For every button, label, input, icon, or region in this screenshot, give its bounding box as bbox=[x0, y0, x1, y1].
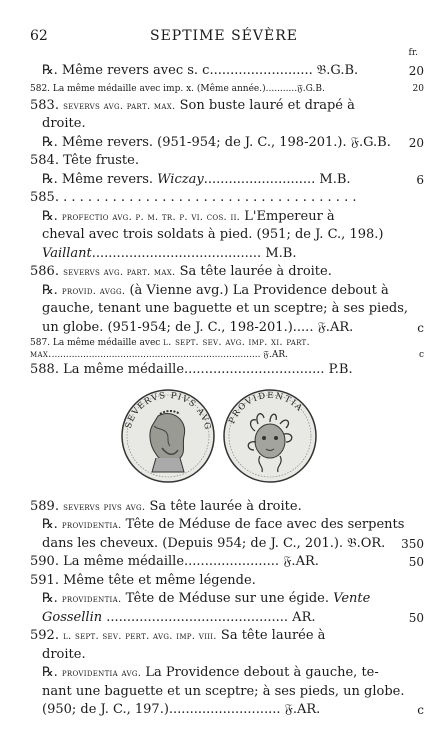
catalogue-line bbox=[30, 590, 422, 609]
text-run: ℞. bbox=[42, 665, 62, 680]
text-run: 586. bbox=[30, 264, 64, 279]
line-text bbox=[42, 300, 408, 319]
catalogue-line bbox=[30, 701, 422, 720]
column-unit-label: fr. bbox=[408, 48, 418, 58]
catalogue-line bbox=[30, 319, 422, 338]
coin-legend-text: max. bbox=[30, 349, 52, 360]
coin-plate bbox=[30, 380, 422, 498]
line-text bbox=[42, 171, 351, 190]
text-run: ........................... M.B. bbox=[203, 171, 351, 187]
text-run: ℞. Même revers avec s. c......................... 𝔅.G.B. bbox=[42, 63, 359, 78]
coin-legend-text: l. sept. sev. pert. avg. imp. viii. bbox=[63, 631, 217, 642]
text-run: 587. La même médaille avec bbox=[30, 338, 164, 348]
catalogue-line bbox=[30, 226, 422, 245]
catalogue-line bbox=[30, 498, 422, 517]
catalogue-line bbox=[30, 62, 422, 81]
text-run: Sa tête laurée à droite. bbox=[175, 264, 332, 279]
text-run: Tête de Méduse sur une égide. bbox=[121, 591, 334, 606]
price-value: 20 bbox=[408, 64, 424, 78]
line-text bbox=[30, 337, 310, 349]
text-run: ......................................... M.B. bbox=[91, 245, 297, 261]
text-run: ℞. bbox=[42, 208, 62, 224]
line-text bbox=[42, 646, 86, 665]
text-run: 589. bbox=[30, 498, 64, 514]
line-text bbox=[42, 319, 353, 338]
price-value: c bbox=[417, 320, 424, 335]
text-run: ℞. Même revers. bbox=[42, 171, 158, 187]
coin-legend-text: providentia avg. bbox=[61, 668, 142, 679]
entries-before-plate bbox=[30, 62, 422, 380]
catalogue-line bbox=[30, 349, 422, 361]
catalogue-line bbox=[30, 208, 422, 227]
text-run: 582. La même médaille avec imp. x. (Même année.)...........𝔉.G.B. bbox=[30, 83, 325, 94]
text-run: gauche, tenant une baguette et un sceptre; à ses pieds, bbox=[42, 301, 409, 316]
line-text bbox=[30, 263, 332, 283]
line-text bbox=[30, 81, 325, 97]
text-run: droite. bbox=[42, 646, 86, 662]
text-run: L'Empereur à bbox=[240, 208, 335, 224]
price-value: c bbox=[418, 350, 424, 360]
text-run: ℞. bbox=[42, 591, 62, 606]
line-text bbox=[42, 683, 405, 702]
line-text bbox=[30, 553, 319, 572]
catalogue-line bbox=[30, 245, 422, 264]
italic-source-text: Vaillant bbox=[42, 245, 92, 261]
catalogue-line bbox=[30, 361, 422, 380]
catalogue-line bbox=[30, 152, 422, 171]
text-run: 591. Même tête et même légende. bbox=[30, 572, 256, 588]
catalogue-line bbox=[30, 572, 422, 591]
catalogue-line bbox=[30, 134, 422, 153]
coin-legend-text: l. sept. sev. avg. imp. xi. part. bbox=[163, 337, 310, 348]
text-run: ℞. bbox=[42, 282, 62, 298]
text-run: 590. La même médaille....................... 𝔉.AR. bbox=[30, 554, 319, 569]
text-run: 583. bbox=[30, 97, 64, 113]
line-text bbox=[30, 349, 288, 361]
line-text bbox=[30, 627, 325, 647]
text-run: 592. bbox=[30, 628, 64, 643]
line-text bbox=[42, 115, 86, 134]
reverse-legend: PROVIDENTIA bbox=[227, 390, 305, 425]
text-run: (950; de J. C., 197.)........................... 𝔉.AR. bbox=[42, 702, 321, 717]
reverse-coin-image bbox=[220, 386, 320, 486]
line-text bbox=[42, 134, 391, 153]
line-text bbox=[30, 572, 256, 591]
catalogue-line bbox=[30, 282, 422, 301]
line-text bbox=[42, 282, 389, 302]
text-run: ℞. bbox=[42, 517, 62, 532]
coin-legend-text: severvs pivs avg. bbox=[63, 501, 146, 513]
catalogue-line bbox=[30, 535, 422, 554]
line-text bbox=[42, 590, 370, 610]
coin-legend-text: profectio avg. p. m. tr. p. vi. cos. ii. bbox=[61, 211, 241, 223]
line-text bbox=[42, 701, 320, 720]
text-run: La Providence debout à gauche, te- bbox=[141, 665, 379, 680]
price-value: c bbox=[417, 703, 424, 717]
line-text bbox=[42, 609, 316, 628]
text-run: nant une baguette et un sceptre; à ses pieds, un globe. bbox=[42, 683, 405, 699]
text-run: Tête de Méduse de face avec des serpents bbox=[121, 517, 405, 532]
catalogue-line bbox=[30, 97, 422, 116]
coin-legend-text: severvs avg. part. max. bbox=[63, 267, 176, 278]
catalogue-line bbox=[30, 609, 422, 628]
catalogue-line bbox=[30, 683, 422, 702]
italic-source-text: Wiczay bbox=[157, 171, 204, 187]
line-text bbox=[30, 97, 355, 117]
catalogue-line bbox=[30, 263, 422, 282]
text-run: 588. La même médaille.................................. P.B. bbox=[30, 362, 353, 377]
line-text bbox=[42, 664, 379, 684]
price-value: 350 bbox=[401, 536, 424, 551]
catalogue-line bbox=[30, 646, 422, 665]
price-value: 50 bbox=[408, 555, 424, 569]
catalogue-line bbox=[30, 337, 422, 349]
coin-legend-text: severvs avg. part. max. bbox=[63, 100, 176, 112]
text-run: 584. Tête fruste. bbox=[30, 153, 139, 168]
line-text bbox=[30, 498, 302, 518]
text-run: Sa tête laurée à droite. bbox=[145, 498, 302, 514]
text-run: 585. . . . . . . . . . . . . . . . . . . . . . . . . . . . . . . . . . . . . bbox=[30, 190, 357, 205]
price-value: 20 bbox=[412, 83, 424, 94]
catalogue-line bbox=[30, 115, 422, 134]
text-run: Sa tête laurée à bbox=[216, 628, 326, 643]
entries-after-plate bbox=[30, 498, 422, 720]
italic-source-text: Vente bbox=[333, 591, 371, 606]
text-run: un globe. (951-954; de J. C., 198-201.)..... 𝔉.AR. bbox=[42, 319, 354, 335]
page-header bbox=[30, 28, 418, 58]
running-title: SEPTIME SÉVÈRE bbox=[149, 28, 298, 44]
catalogue-line bbox=[30, 189, 422, 208]
line-text bbox=[42, 62, 358, 81]
catalogue-body bbox=[30, 62, 422, 720]
text-run: (à Vienne avg.) La Providence debout à bbox=[125, 282, 389, 298]
catalogue-line bbox=[30, 516, 422, 535]
text-run: Son buste lauré et drapé à bbox=[175, 97, 355, 113]
catalogue-line bbox=[30, 627, 422, 646]
line-text bbox=[30, 189, 356, 208]
coin-legend-text: provid. avgg. bbox=[61, 285, 126, 297]
catalogue-line bbox=[30, 664, 422, 683]
price-value: 6 bbox=[416, 172, 424, 187]
catalogue-line bbox=[30, 300, 422, 319]
text-run: cheval avec trois soldats à pied. (951; de J. C., 198.) bbox=[42, 227, 384, 242]
line-text bbox=[30, 361, 353, 380]
line-text bbox=[42, 535, 385, 554]
text-run: ............................................ AR. bbox=[102, 609, 316, 625]
text-run: dans les cheveux. (Depuis 954; de J. C., 201.). 𝔅.OR. bbox=[42, 535, 386, 551]
line-text bbox=[42, 208, 335, 228]
line-text bbox=[42, 245, 296, 264]
line-text bbox=[42, 226, 383, 245]
catalogue-line bbox=[30, 81, 422, 97]
obverse-legend: SEVERVS PIVS AVG bbox=[123, 390, 213, 431]
price-value: 20 bbox=[408, 135, 424, 150]
line-text bbox=[42, 516, 404, 536]
line-text bbox=[30, 152, 139, 171]
coin-legend-text: providentia. bbox=[61, 520, 122, 531]
page-number: 62 bbox=[30, 28, 48, 44]
obverse-coin-image bbox=[118, 386, 218, 486]
catalogue-line bbox=[30, 553, 422, 572]
italic-source-text: Gossellin bbox=[42, 609, 103, 625]
price-value: 50 bbox=[408, 610, 424, 625]
text-run: ℞. Même revers. (951-954; de J. C., 198-201.). 𝔉.G.B. bbox=[42, 134, 391, 150]
coin-legend-text: providentia. bbox=[61, 594, 122, 605]
text-run: droite. bbox=[42, 116, 86, 131]
text-run: ......................................................................... 𝔉.AR. bbox=[51, 350, 288, 360]
catalogue-line bbox=[30, 171, 422, 190]
